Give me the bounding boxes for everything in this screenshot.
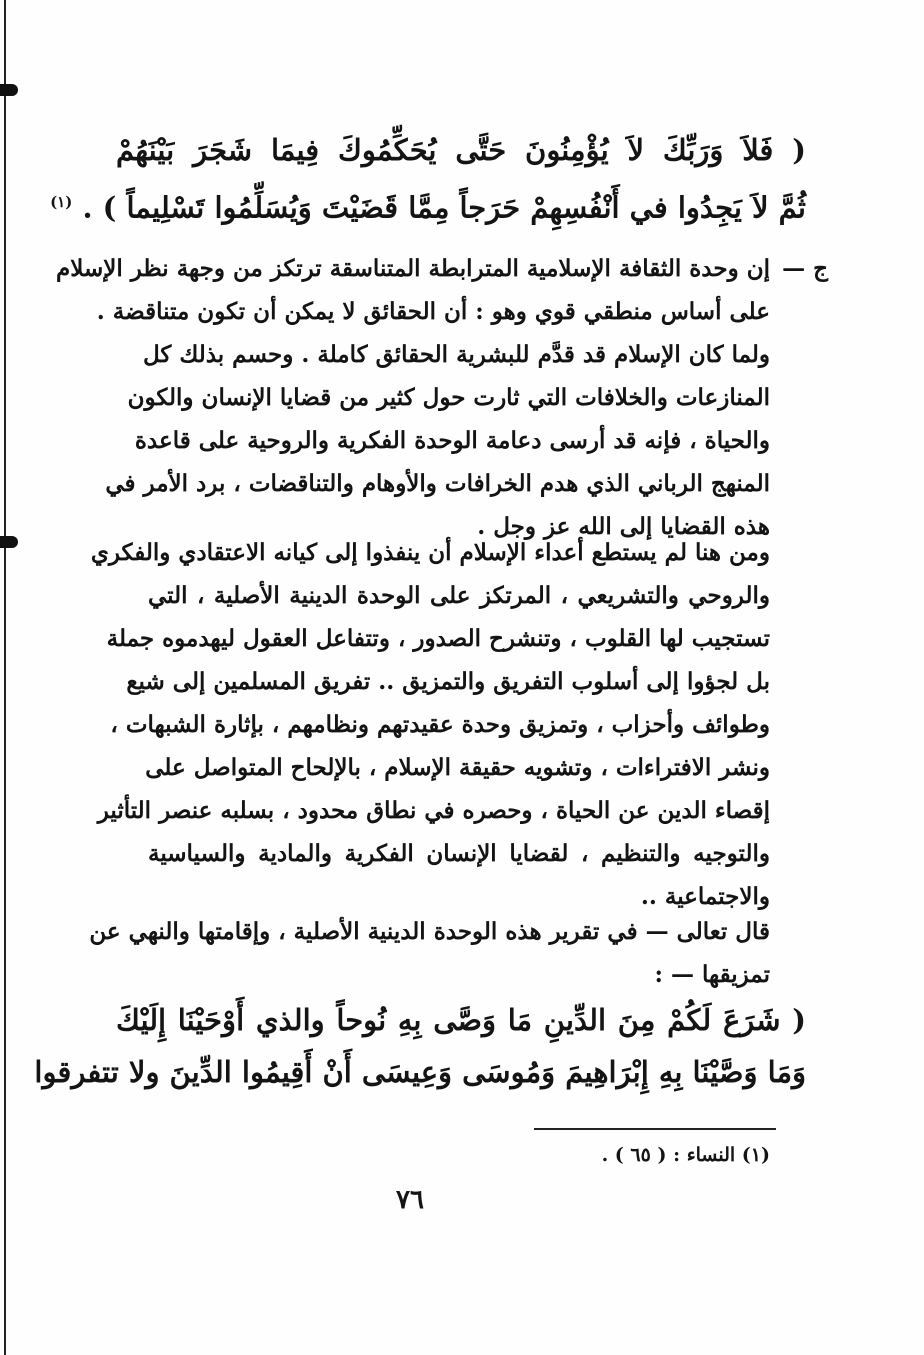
paragraph-quote-intro [89, 910, 770, 996]
verse-line [50, 176, 806, 228]
paragraph-line: ولما كان الإسلام قد قدَّم للبشرية الحقائق كاملة . وحسم بذلك كل [142, 341, 770, 368]
paragraph-unity-of-culture [55, 247, 770, 548]
paragraph-enemies-of-islam [90, 531, 770, 918]
paragraph-line: والتوجيه والتنظيم ، لقضايا الإنسان الفكرية والمادية والسياسية [148, 840, 770, 867]
quran-verse-nisa [50, 124, 806, 228]
page-number: ٧٦ [396, 1185, 424, 1215]
footnote-reference: (١) [50, 193, 73, 211]
binding-mark [0, 536, 18, 548]
paragraph-line: والاجتماعية .. [640, 883, 770, 910]
page-spine-edge [4, 0, 6, 1355]
paragraph-line: ونشر الافتراءات ، وتشويه حقيقة الإسلام ، بالإلحاح المتواصل على [145, 754, 770, 781]
paragraph-line: ومن هنا لم يستطع أعداء الإسلام أن ينفذوا إلى كيانه الاعتقادي والفكري [90, 539, 770, 566]
paragraph-line: هذه القضايا إلى الله عز وجل . [477, 513, 770, 540]
verse-line: ( فَلاَ وَرَبِّكَ لاَ يُؤْمِنُونَ حَتَّى يُحَكِّمُوكَ فِيمَا شَجَرَ بَيْنَهُمْ [116, 133, 806, 167]
paragraph-line: تستجيب لها القلوب ، وتنشرح الصدور ، وتتفاعل العقول ليهدموه جملة [106, 625, 770, 652]
paragraph-line: إقصاء الدين عن الحياة ، وحصره في نطاق محدود ، بسلبه عنصر التأثير [97, 797, 770, 824]
paragraph-line: إن وحدة الثقافة الإسلامية المترابطة المتناسقة ترتكز من وجهة نظر الإسلام [55, 255, 770, 282]
quran-verse-shura [34, 994, 806, 1098]
verse-line: ( شَرَعَ لَكُمْ مِنَ الدِّينِ مَا وَصَّى بِهِ نُوحاً والذي أَوْحَيْنَا إِلَيْكَ [116, 1003, 806, 1037]
paragraph-line: وطوائف وأحزاب ، وتمزيق وحدة عقيدتهم ونظامهم ، بإثارة الشبهات ، [110, 711, 770, 738]
binding-mark [0, 84, 18, 96]
paragraph-line: المنهج الرباني الذي هدم الخرافات والأوهام والتناقضات ، برد الأمر في [105, 470, 770, 497]
paragraph-line: المنازعات والخلافات التي ثارت حول كثير من قضايا الإنسان والكون [127, 384, 770, 411]
verse-line-text: ثُمَّ لاَ يَجِدُوا في أَنْفُسِهِمْ حَرَجاً مِمَّا قَضَيْتَ وَيُسَلِّمُوا تَسْلِيماً ) . [82, 190, 806, 225]
paragraph-line: على أساس منطقي قوي وهو : أن الحقائق لا يمكن أن تكون متناقضة . [96, 298, 770, 325]
section-marker: ج — [782, 255, 828, 282]
footnote-divider [534, 1128, 776, 1130]
paragraph-line: تمزيقها — : [654, 961, 770, 988]
paragraph-line: والحياة ، فإنه قد أرسى دعامة الوحدة الفكرية والروحية على قاعدة [134, 427, 770, 454]
paragraph-line: بل لجؤوا إلى أسلوب التفريق والتمزيق .. تفريق المسلمين إلى شيع [126, 668, 770, 695]
paragraph-line: قال تعالى — في تقرير هذه الوحدة الدينية الأصلية ، وإقامتها والنهي عن [89, 918, 770, 945]
footnote: (١) النساء : ( ٦٥ ) . [601, 1144, 770, 1166]
verse-line: وَمَا وَصَّيْنَا بِهِ إِبْرَاهِيمَ وَمُوسَى وَعِيسَى أَنْ أَقِيمُوا الدِّينَ ولا تتفرقوا [34, 1055, 806, 1089]
paragraph-line: والروحي والتشريعي ، المرتكز على الوحدة الدينية الأصلية ، التي [148, 582, 770, 609]
